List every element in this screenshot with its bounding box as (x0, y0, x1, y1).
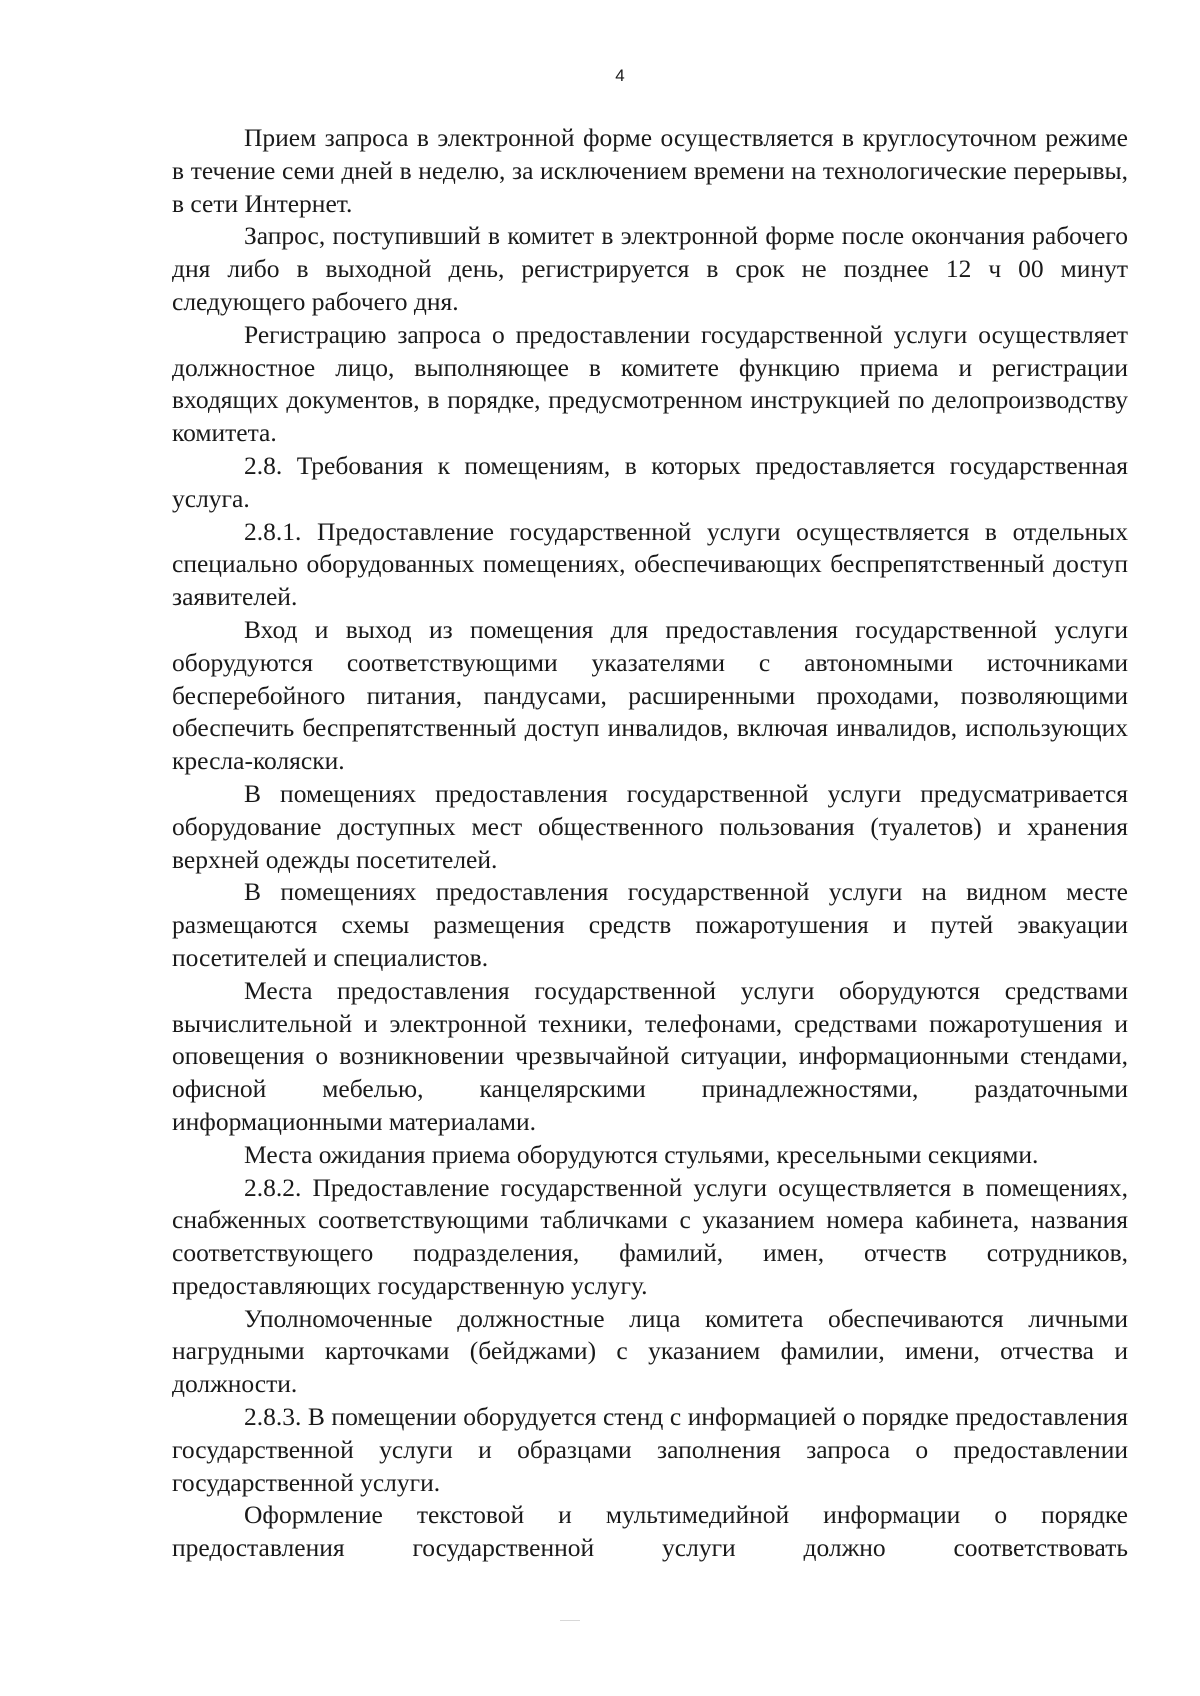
paragraph: Регистрацию запроса о предоставлении государственной услуги осуществляет должностное лицо, выполняющее в комитете функцию приема и регистрации входящих документов, в порядке, предусмотренном инструкцией по делопроизводству комитета. (172, 319, 1128, 448)
paragraph: Вход и выход из помещения для предоставления государственной услуги оборудуются соответствующими указателями с автономными источниками бесперебойного питания, пандусами, расширенными проходами, позволяющими обеспечить беспрепятственный доступ инвалидов, включая инвалидов, использующих кресла-коляски. (172, 614, 1128, 776)
scan-mark (560, 1620, 580, 1621)
paragraph: В помещениях предоставления государственной услуги на видном месте размещаются схемы размещения средств пожаротушения и путей эвакуации посетителей и специалистов. (172, 877, 1128, 972)
page-number: 4 (615, 66, 625, 85)
paragraph: Места ожидания приема оборудуются стульями, кресельными секциями. (244, 1139, 1039, 1169)
document-body (172, 122, 1128, 1565)
paragraph: Прием запроса в электронной форме осуществляется в круглосуточном режиме в течение семи дней в неделю, за исключением времени на технологические перерывы, в сети Интернет. (172, 123, 1128, 218)
paragraph: Уполномоченные должностные лица комитета обеспечиваются личными нагрудными карточками (бейджами) с указанием фамилии, имени, отчества и должности. (172, 1303, 1128, 1399)
paragraph: 2.8.3. В помещении оборудуется стенд с информацией о порядке предоставления государственной услуги и образцами заполнения запроса о предоставлении государственной услуги. (172, 1402, 1128, 1497)
paragraph: Места предоставления государственной услуги оборудуются средствами вычислительной и электронной техники, телефонами, средствами пожаротушения и оповещения о возникновении чрезвычайной ситуации, информационными стендами, офисной мебелью, канцелярскими принадлежностями, раздаточными информационными материалами. (172, 975, 1128, 1136)
paragraph: В помещениях предоставления государственной услуги предусматривается оборудование доступных мест общественного пользования (туалетов) и хранения верхней одежды посетителей. (172, 778, 1128, 874)
paragraph: 2.8.1. Предоставление государственной услуги осуществляется в отдельных специально оборудованных помещениях, обеспечивающих беспрепятственный доступ заявителей. (172, 516, 1128, 612)
paragraph-continued: Оформление текстовой и мультимедийной информации о порядке предоставления государственной услуги должно соответствовать (172, 1500, 1128, 1563)
paragraph: 2.8. Требования к помещениям, в которых предоставляется государственная услуга. (172, 450, 1128, 513)
paragraph: Запрос, поступивший в комитет в электронной форме после окончания рабочего дня либо в выходной день, регистрируется в срок не позднее 12 ч 00 минут следующего рабочего дня. (172, 221, 1128, 316)
paragraph: 2.8.2. Предоставление государственной услуги осуществляется в помещениях, снабженных соответствующими табличками с указанием номера кабинета, названия соответствующего подразделения, фамилий, имен, отчеств сотрудников, предоставляющих государственную услугу. (172, 1172, 1128, 1300)
